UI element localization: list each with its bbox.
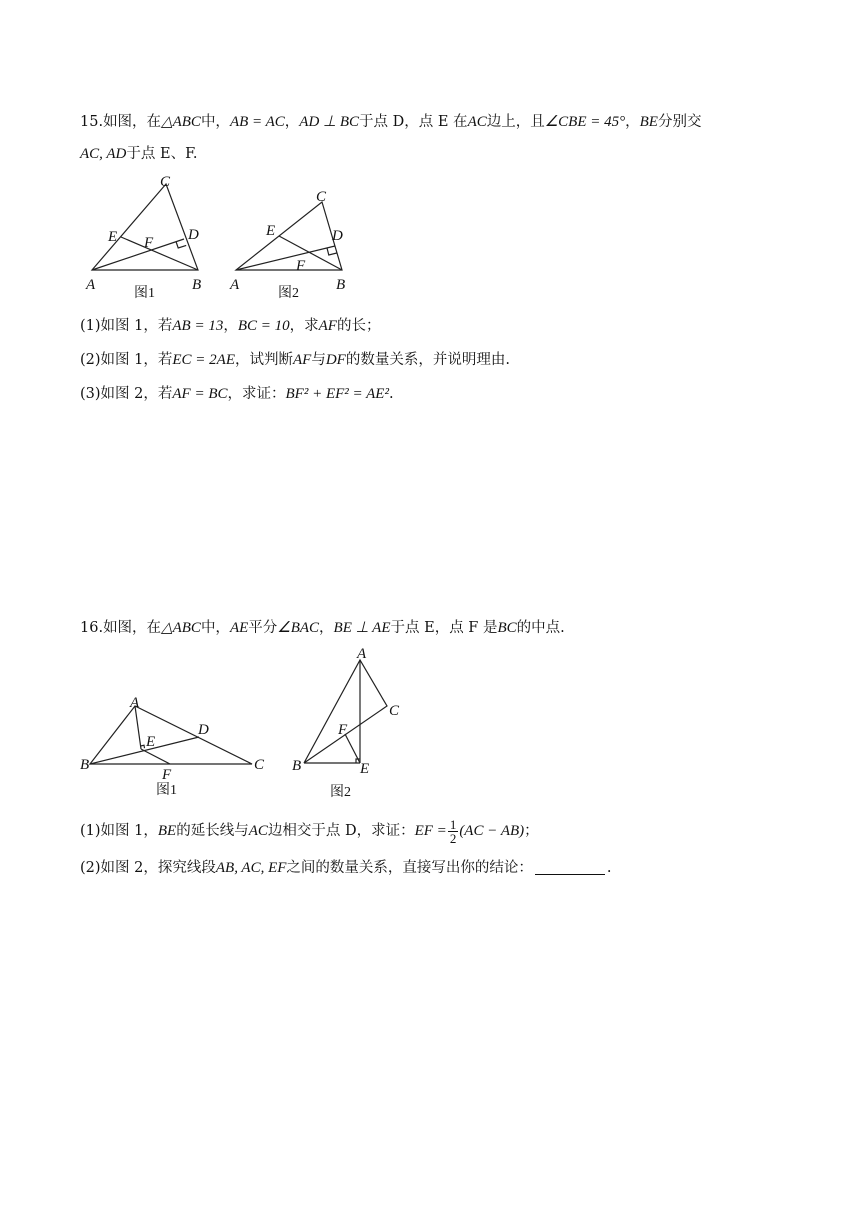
q15-line1: 15.如图，在△ABC中，AB = AC，AD ⊥ BC于点 D，点 E 在AC边上，且∠CBE = 45°，BE分别交 <box>80 114 702 130</box>
q15-number: 15. <box>80 114 104 130</box>
q16-fig2-label-b: B <box>292 758 302 774</box>
q15-fig2-label-b: B <box>336 277 346 293</box>
q16-fig1-triangle <box>90 706 252 764</box>
q16-fig2-label-f: F <box>338 722 348 738</box>
q16-fig1-label-f: F <box>162 767 172 783</box>
q15-fig1-label-c: C <box>160 174 171 190</box>
q16-fraction-half: $\frac{1}{2}$ <box>449 816 457 846</box>
q16-fig1-label-e: E <box>146 734 156 750</box>
q16-fig1-label-c: C <box>254 757 265 773</box>
q16-part-1: (1)如图 1，BE的延长线与AC边相交于点 D，求证：EF = $\frac{1}{2}$ (AC − AB)； <box>80 816 539 846</box>
q16-fig1-label-b: B <box>80 757 90 773</box>
q15-fig1-triangle <box>92 184 198 270</box>
q16-line1: 16.如图，在△ABC中，AE平分∠BAC，BE ⊥ AE于点 E，点 F 是BC的中点. <box>80 620 565 636</box>
q15-line2: AC, AD于点 E、F. <box>80 146 198 162</box>
q15-fig1-caption: 图1 <box>134 286 155 301</box>
q16-fig2-label-a: A <box>357 646 367 662</box>
q15-figure-1 <box>80 172 220 302</box>
q15-fig2-label-d: D <box>332 228 343 244</box>
q15-fig2-label-e: E <box>266 223 276 239</box>
q16-fig1-caption: 图1 <box>156 783 177 798</box>
q15-fig1-label-b: B <box>192 277 202 293</box>
q16-answer-blank[interactable] <box>535 859 605 875</box>
q16-fig2-triangle <box>304 660 387 763</box>
q15-part-3: (3)如图 2，若AF = BC，求证：BF² + EF² = AE². <box>80 386 394 402</box>
q16-fig1-abc <box>90 706 252 764</box>
q16-number: 16. <box>80 620 104 636</box>
q15-fig2-caption: 图2 <box>278 286 299 301</box>
q15-fig1-label-e: E <box>108 229 118 245</box>
q15-fig1-abc <box>92 184 198 270</box>
q16-fig2-label-c: C <box>389 703 400 719</box>
q15-fig2-label-a: A <box>230 277 240 293</box>
q15-fig2-label-f: F <box>296 258 306 274</box>
q16-fig1-label-a: A <box>130 695 140 711</box>
q15-fig1-label-d: D <box>188 227 199 243</box>
q16-fig2-abc <box>304 660 387 763</box>
q16-part-2: (2)如图 2，探究线段AB, AC, EF之间的数量关系，直接写出你的结论： . <box>80 860 612 876</box>
q16-fig1-ef <box>141 749 170 764</box>
q15-fig1-be <box>121 237 198 270</box>
q15-fig1-label-f: F <box>144 235 154 251</box>
q16-figure-2 <box>288 642 418 802</box>
q16-fig1-label-d: D <box>198 722 209 738</box>
q15-part-2: (2)如图 1，若EC = 2AE，试判断AF与DF的数量关系，并说明理由. <box>80 352 510 368</box>
q15-fig1-label-a: A <box>86 277 96 293</box>
q15-fig2-label-c: C <box>316 189 327 205</box>
q15-fig2-abc <box>236 202 342 270</box>
q15-part-1: (1)如图 1，若AB = 13，BC = 10，求AF的长； <box>80 318 381 334</box>
q15-figure-2 <box>224 184 364 314</box>
q16-fig2-caption: 图2 <box>330 785 351 800</box>
q16-figure-1 <box>78 690 278 800</box>
q15-fig1-right-angle <box>176 242 186 249</box>
q15-fig2-triangle <box>236 202 342 270</box>
q16-fig1-ae <box>135 706 141 749</box>
q16-fig2-label-e: E <box>360 761 370 777</box>
